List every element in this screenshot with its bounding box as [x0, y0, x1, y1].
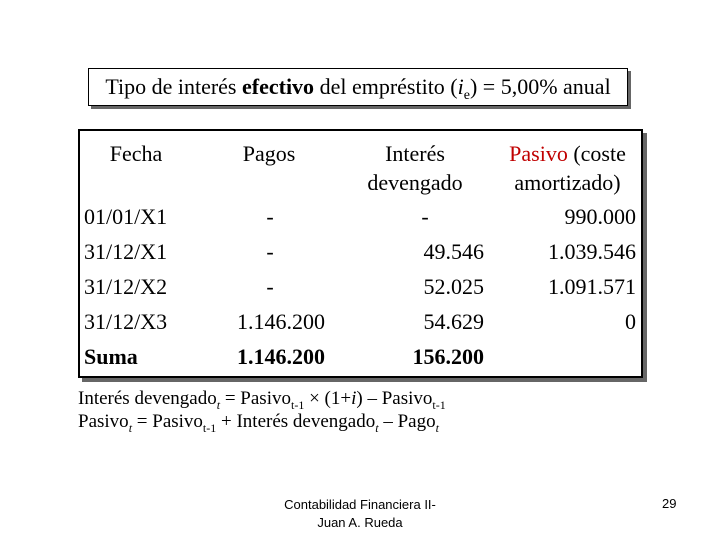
f2-a: Pasivo	[78, 411, 129, 432]
col-header-interes-line1: Interés	[385, 141, 445, 166]
col-header-pasivo	[495, 139, 640, 197]
row2-pagos: -	[266, 239, 274, 264]
rate-header-mid: del empréstito (	[314, 74, 458, 99]
row4-interes: 54.629	[423, 309, 484, 334]
row3-pasivo: 1.091.571	[548, 274, 636, 299]
row3-pagos: -	[266, 274, 274, 299]
rate-header-box	[88, 68, 628, 106]
row2-fecha: 31/12/X1	[84, 239, 168, 264]
col-header-pagos: Pagos	[242, 141, 296, 166]
f1-d: ) – Pasivo	[356, 388, 433, 409]
row4-pasivo: 0	[625, 309, 636, 334]
f1-c: × (1+	[304, 388, 352, 409]
row1-interes: -	[421, 204, 429, 229]
f1-b: = Pasivo	[220, 388, 291, 409]
rate-header-pre: Tipo de interés	[105, 74, 242, 99]
footer-line1: Contabilidad Financiera II-	[284, 497, 436, 512]
rate-variable-subscript: e	[463, 88, 470, 103]
row1-pagos: -	[266, 204, 274, 229]
f2-c: + Interés devengado	[216, 411, 376, 432]
row3-interes: 52.025	[423, 274, 484, 299]
rate-header-bold: efectivo	[242, 74, 315, 99]
row3-fecha: 31/12/X2	[84, 274, 168, 299]
row4-pagos: 1.146.200	[237, 309, 325, 334]
total-pagos: 1.146.200	[237, 344, 325, 369]
row1-fecha: 01/01/X1	[84, 204, 168, 229]
row2-pasivo: 1.039.546	[548, 239, 636, 264]
f2-b: = Pasivo	[132, 411, 203, 432]
f1-c-var: i	[351, 388, 357, 409]
f2-c-sub: t	[375, 420, 379, 435]
col-header-fecha: Fecha	[109, 141, 163, 166]
total-interes: 156.200	[412, 344, 484, 369]
col-header-interes	[345, 139, 485, 197]
row2-interes: 49.546	[423, 239, 484, 264]
f1-d-sub: t-1	[432, 397, 446, 412]
row1-pasivo: 990.000	[564, 204, 636, 229]
total-label: Suma	[84, 344, 138, 369]
formula-pasivo	[78, 411, 439, 436]
f2-d: – Pago	[378, 411, 436, 432]
col-header-pasivo-rest: (coste	[567, 141, 626, 166]
f2-d-sub: t	[435, 420, 439, 435]
row4-fecha: 31/12/X3	[84, 309, 168, 334]
col-header-interes-line2: devengado	[367, 170, 463, 195]
rate-header-post: ) = 5,00% anual	[469, 74, 611, 99]
col-header-pasivo-red: Pasivo	[509, 141, 568, 166]
footer-credit	[260, 496, 460, 532]
formula-interes	[78, 388, 446, 413]
page-number: 29	[662, 496, 677, 511]
rate-header-text	[105, 74, 611, 103]
footer-line2: Juan A. Rueda	[317, 515, 403, 530]
col-header-pasivo-line2: amortizado)	[514, 170, 621, 195]
f2-b-sub: t-1	[202, 420, 217, 435]
rate-variable: i	[457, 74, 464, 99]
f1-a-sub: t	[216, 397, 221, 412]
f2-a-sub: t	[128, 420, 133, 435]
f1-b-sub: t-1	[290, 397, 305, 412]
f1-a: Interés devengado	[78, 388, 217, 409]
